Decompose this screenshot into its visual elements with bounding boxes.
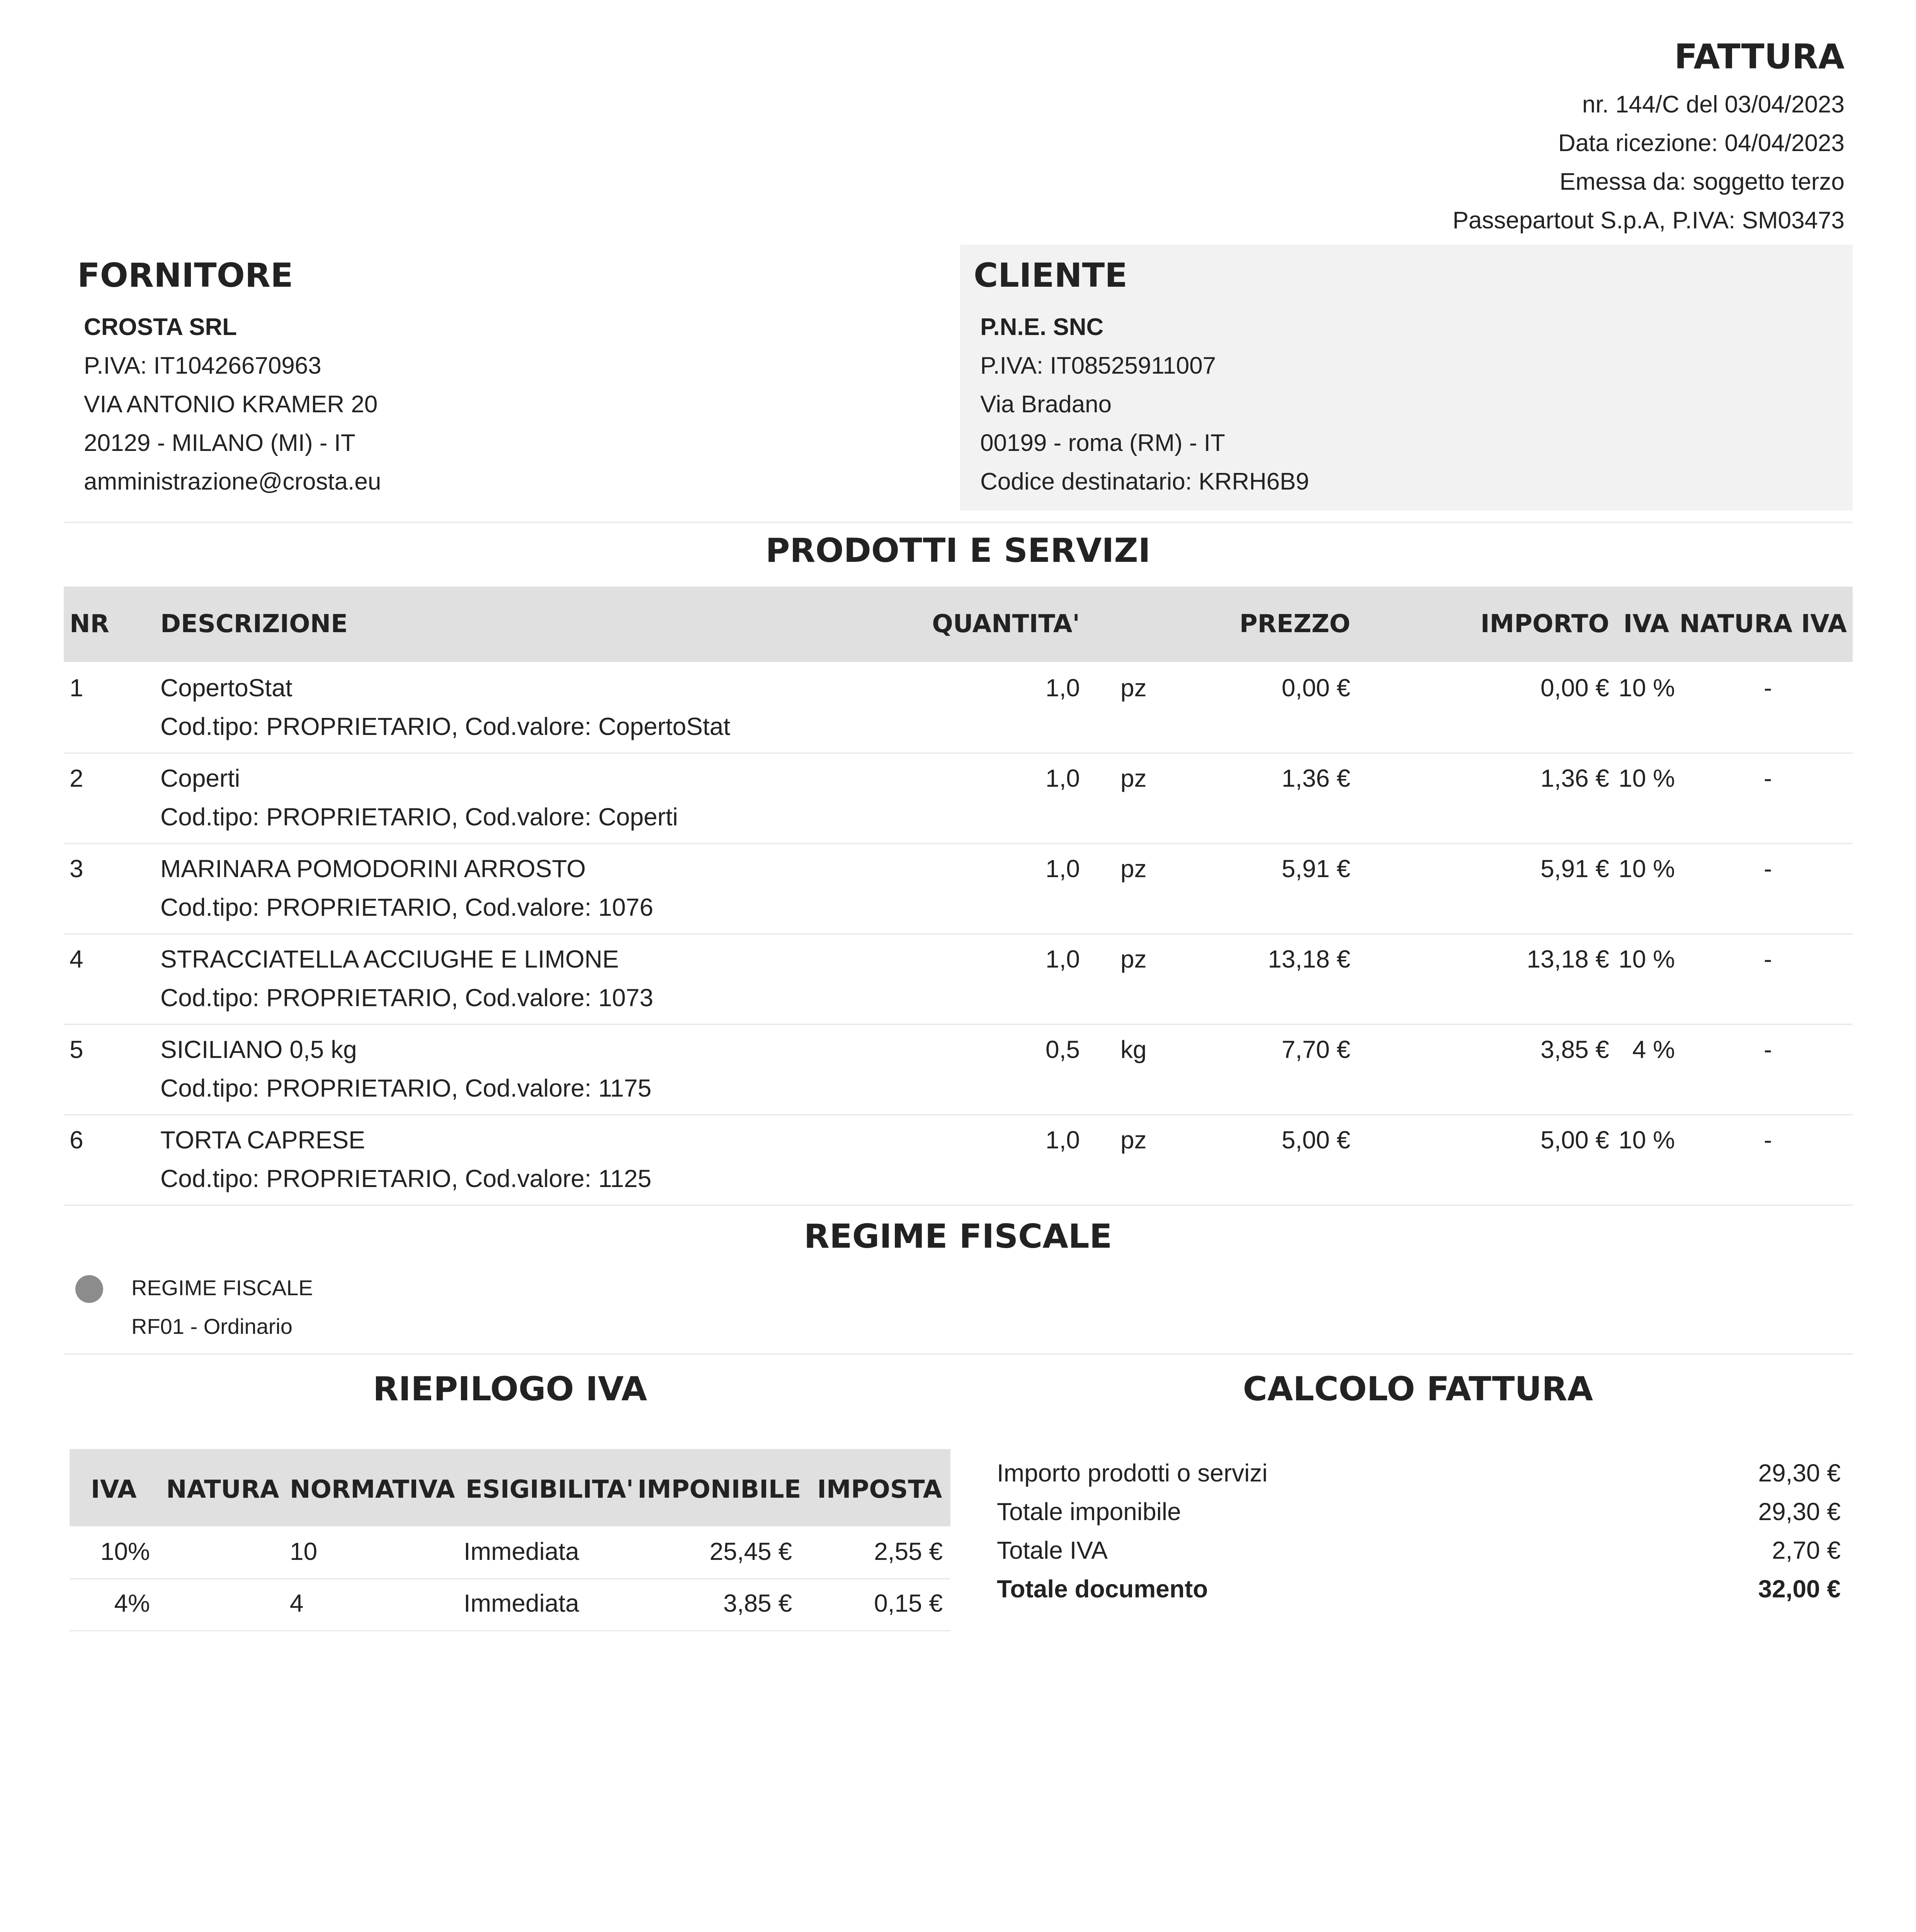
row-unit: kg [1120, 1036, 1147, 1063]
row-vat: 4 % [1632, 1036, 1675, 1063]
row-price: 5,91 € [1282, 855, 1350, 883]
vat-nature: 10 [290, 1537, 318, 1565]
row-code: Cod.tipo: PROPRIETARIO, Cod.valore: 1175 [160, 1074, 652, 1102]
calc-taxable-label: Totale imponibile [997, 1498, 1181, 1526]
row-nr: 6 [70, 1126, 83, 1154]
row-vat: 10 % [1618, 1126, 1675, 1154]
calc-vat-value: 2,70 € [1772, 1536, 1841, 1564]
row-price: 13,18 € [1268, 945, 1350, 973]
row-code: Cod.tipo: PROPRIETARIO, Cod.valore: 1076 [160, 893, 653, 921]
row-code: Cod.tipo: PROPRIETARIO, Cod.valore: 1125 [160, 1165, 652, 1192]
client-title: CLIENTE [974, 256, 1128, 295]
row-nature: - [1764, 764, 1772, 792]
col-imponibile: IMPONIBILE [638, 1475, 801, 1504]
client-name: P.N.E. SNC [980, 314, 1104, 340]
table-row [64, 843, 1853, 935]
table-row [64, 1114, 1853, 1206]
client-city: 00199 - roma (RM) - IT [980, 430, 1225, 456]
row-nr: 5 [70, 1036, 83, 1063]
regime-title: REGIME FISCALE [804, 1217, 1112, 1256]
supplier-city: 20129 - MILANO (MI) - IT [84, 430, 355, 456]
row-description: CopertoStat [160, 674, 292, 702]
row-nr: 1 [70, 674, 83, 702]
row-price: 0,00 € [1282, 674, 1350, 702]
col-imposta: IMPOSTA [817, 1475, 942, 1504]
vat-tax: 0,15 € [874, 1589, 943, 1617]
row-amount: 1,36 € [1540, 764, 1609, 792]
row-amount: 3,85 € [1540, 1036, 1609, 1063]
calc-vat-label: Totale IVA [997, 1536, 1108, 1564]
row-price: 7,70 € [1282, 1036, 1350, 1063]
calc-products-label: Importo prodotti o servizi [997, 1459, 1268, 1487]
table-row [64, 662, 1853, 754]
row-vat: 10 % [1618, 945, 1675, 973]
divider [64, 1353, 1853, 1355]
client-address: Via Bradano [980, 391, 1112, 418]
client-vat: P.IVA: IT08525911007 [980, 352, 1216, 379]
client-section [960, 245, 1853, 510]
supplier-title: FORNITORE [77, 256, 293, 295]
calc-total-value: 32,00 € [1758, 1575, 1841, 1603]
divider [64, 522, 1853, 523]
vat-summary-title: RIEPILOGO IVA [373, 1370, 647, 1408]
supplier-name: CROSTA SRL [84, 314, 237, 340]
row-vat: 10 % [1618, 764, 1675, 792]
row-nr: 3 [70, 855, 83, 883]
row-quantity: 0,5 [1046, 1036, 1080, 1063]
col-importo: IMPORTO [1480, 610, 1609, 638]
row-nature: - [1764, 855, 1772, 883]
vat-table-header [70, 1449, 950, 1526]
supplier-email: amministrazione@crosta.eu [84, 468, 381, 495]
receipt-date: Data ricezione: 04/04/2023 [1558, 130, 1845, 156]
regime-value: RF01 - Ordinario [131, 1314, 293, 1338]
invoice-number: nr. 144/C del 03/04/2023 [1582, 91, 1845, 118]
row-amount: 13,18 € [1527, 945, 1609, 973]
products-title: PRODOTTI E SERVIZI [765, 531, 1151, 570]
table-row [70, 1578, 950, 1631]
row-nature: - [1764, 945, 1772, 973]
row-amount: 5,91 € [1540, 855, 1609, 883]
regime-label: REGIME FISCALE [131, 1276, 313, 1300]
supplier-section [64, 245, 956, 510]
document-title: FATTURA [1674, 37, 1845, 77]
row-nature: - [1764, 1036, 1772, 1063]
col-normativa: NORMATIVA [290, 1475, 455, 1504]
table-row [64, 933, 1853, 1025]
row-code: Cod.tipo: PROPRIETARIO, Cod.valore: CopertoStat [160, 713, 730, 740]
row-description: Coperti [160, 764, 240, 792]
products-table-header [64, 587, 1853, 662]
col-iva: IVA [91, 1475, 137, 1504]
col-descrizione: DESCRIZIONE [160, 610, 348, 638]
col-quantita: QUANTITA' [932, 610, 1080, 638]
row-price: 1,36 € [1282, 764, 1350, 792]
vat-taxable: 3,85 € [723, 1589, 792, 1617]
row-description: SICILIANO 0,5 kg [160, 1036, 357, 1063]
row-quantity: 1,0 [1046, 855, 1080, 883]
table-row [64, 752, 1853, 844]
col-iva: IVA [1623, 610, 1669, 638]
calc-title: CALCOLO FATTURA [1243, 1370, 1593, 1408]
col-esigibilita: ESIGIBILITA' [466, 1475, 634, 1504]
col-natura-iva: NATURA IVA [1679, 610, 1847, 638]
row-nr: 2 [70, 764, 83, 792]
vat-tax: 2,55 € [874, 1537, 943, 1565]
vat-taxable: 25,45 € [709, 1537, 792, 1565]
vat-nature: 4 [290, 1589, 304, 1617]
row-price: 5,00 € [1282, 1126, 1350, 1154]
col-prezzo: PREZZO [1239, 610, 1350, 638]
supplier-address: VIA ANTONIO KRAMER 20 [84, 391, 378, 418]
vat-due: Immediata [464, 1589, 579, 1617]
table-row [64, 1024, 1853, 1116]
row-description: MARINARA POMODORINI ARROSTO [160, 855, 586, 883]
row-code: Cod.tipo: PROPRIETARIO, Cod.valore: Coperti [160, 803, 678, 831]
row-code: Cod.tipo: PROPRIETARIO, Cod.valore: 1073 [160, 984, 653, 1012]
row-description: TORTA CAPRESE [160, 1126, 365, 1154]
vat-rate: 10% [100, 1537, 150, 1565]
client-recipient-code: Codice destinatario: KRRH6B9 [980, 468, 1309, 495]
row-nature: - [1764, 1126, 1772, 1154]
row-vat: 10 % [1618, 674, 1675, 702]
row-quantity: 1,0 [1046, 674, 1080, 702]
calc-products-value: 29,30 € [1758, 1459, 1841, 1487]
row-amount: 0,00 € [1540, 674, 1609, 702]
vat-rate: 4% [114, 1589, 150, 1617]
col-natura: NATURA [166, 1475, 279, 1504]
row-unit: pz [1120, 855, 1147, 883]
intermediary: Passepartout S.p.A, P.IVA: SM03473 [1452, 207, 1845, 234]
row-unit: pz [1120, 1126, 1147, 1154]
row-quantity: 1,0 [1046, 945, 1080, 973]
issued-by: Emessa da: soggetto terzo [1559, 168, 1845, 195]
row-unit: pz [1120, 674, 1147, 702]
calc-total-label: Totale documento [997, 1575, 1208, 1603]
row-unit: pz [1120, 764, 1147, 792]
supplier-vat: P.IVA: IT10426670963 [84, 352, 321, 379]
row-description: STRACCIATELLA ACCIUGHE E LIMONE [160, 945, 619, 973]
row-quantity: 1,0 [1046, 764, 1080, 792]
vat-due: Immediata [464, 1537, 579, 1565]
row-nature: - [1764, 674, 1772, 702]
table-row [70, 1526, 950, 1580]
col-nr: NR [70, 610, 109, 638]
calc-taxable-value: 29,30 € [1758, 1498, 1841, 1526]
row-amount: 5,00 € [1540, 1126, 1609, 1154]
row-nr: 4 [70, 945, 83, 973]
row-quantity: 1,0 [1046, 1126, 1080, 1154]
row-unit: pz [1120, 945, 1147, 973]
row-vat: 10 % [1618, 855, 1675, 883]
bullet-dot-icon [75, 1275, 103, 1303]
